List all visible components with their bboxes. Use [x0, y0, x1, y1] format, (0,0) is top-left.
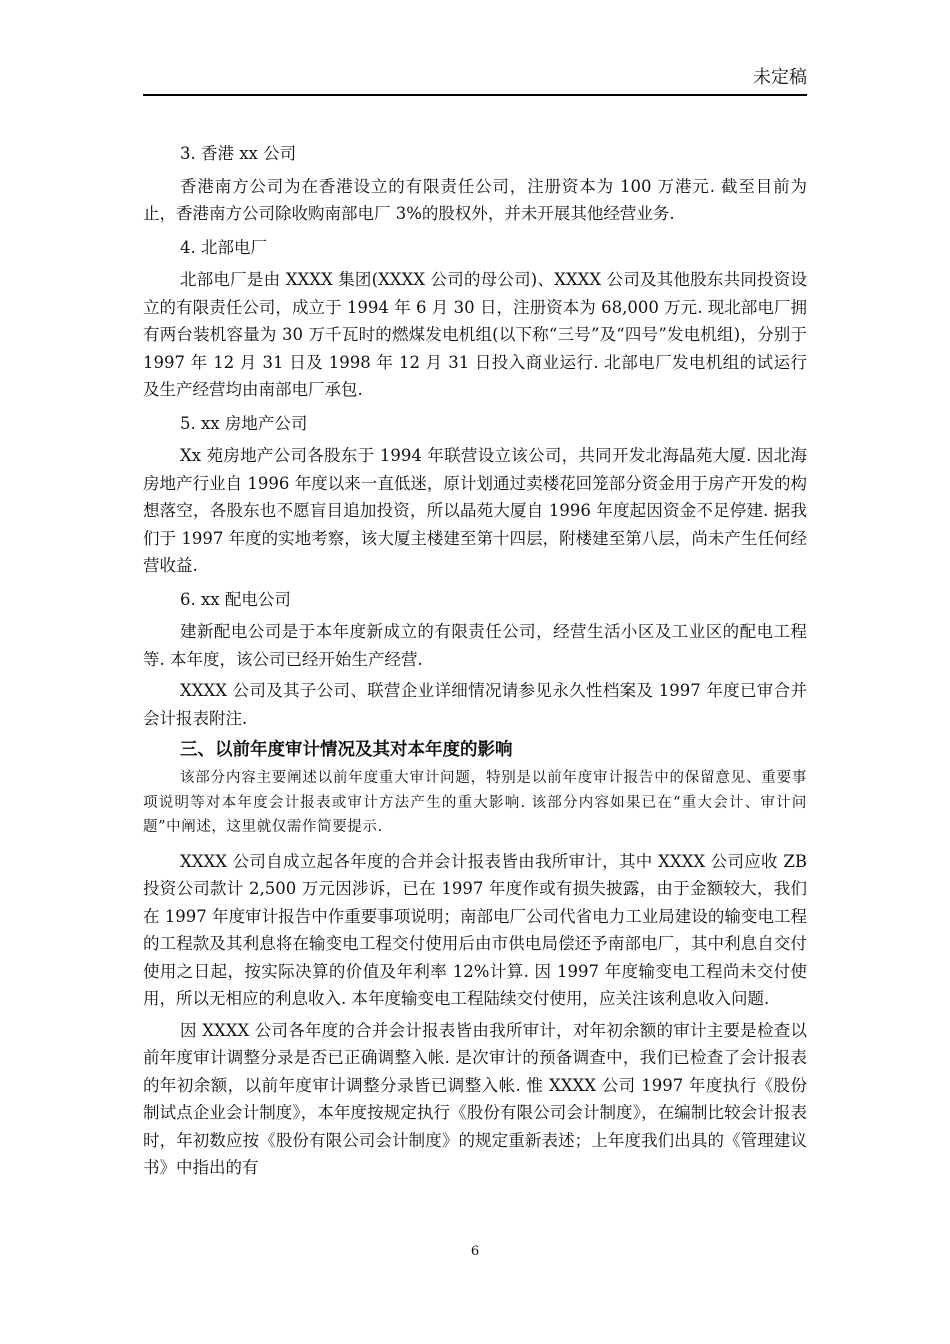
draft-status-label: 未定稿 [753, 67, 807, 88]
paragraph-prior-audit: XXXX 公司自成立起各年度的合并会计报表皆由我所审计，其中 XXXX 公司应收 ZB 投资公司款计 2,500 万元因涉诉，已在 1997 年度作或有损失披露，由于金额较大，我们在 1997 年度审计报告中作重要事项说明；南部电厂公司代省电力工业局建设的输变电工程的工程款及其利息将在输变电工程交付使用后由市供电局偿还予南部电厂，其中利息自交付使用之日起，按实际决算的价值及年利率 12%计算. 因 1997 年度输变电工程尚未交付使用，所以无相应的利息收入. 本年度输变电工程陆续交付使用，应关注该利息收入问题. [143, 851, 807, 1008]
section-heading-prior-audit: 三、以前年度审计情况及其对本年度的影响 [180, 740, 513, 760]
paragraph-real-estate: Xx 苑房地产公司各股东于 1994 年联营设立该公司，共同开发北海晶苑大厦. 因北海房地产行业自 1996 年度以来一直低迷，原计划通过卖楼花回笼部分资金用于房产开发的构想落空，各股东也不愿盲目追加投资，所以晶苑大厦自 1996 年度起因资金不足停建. 据我们于 1997 年度的实地考察，该大厦主楼建至第十四层，附楼建至第八层，尚未产生任何经营收益. [143, 446, 807, 575]
guidance-note: 该部分内容主要阐述以前年度重大审计问题，特别是以前年度审计报告中的保留意见、重要事项说明等对本年度会计报表或审计方法产生的重大影响. 该部分内容如果已在“重大会计、审计问题”中阐述，这里就仅需作简要提示. [143, 770, 807, 835]
paragraph-opening-balance: 因 XXXX 公司各年度的合并会计报表皆由我所审计，对年初余额的审计主要是检查以前年度审计调整分录是否已正确调整入帐. 是次审计的预备调查中，我们已检查了会计报表的年初余额，以前年度审计调整分录皆已调整入帐. 惟 XXXX 公司 1997 年度执行《股份制试点企业会计制度》，本年度按规定执行《股份有限公司会计制度》，在编制比较会计报表时，年初数应按《股份有限公司会计制度》的规定重新表述；上年度我们出具的《管理建议书》中指出的有 [143, 1020, 807, 1177]
paragraph-north-plant: 北部电厂是由 XXXX 集团(XXXX 公司的母公司)、XXXX 公司及其他股东共同投资设立的有限责任公司，成立于 1994 年 6 月 30 日，注册资本为 68,000 万元. 现北部电厂拥有两台装机容量为 30 万千瓦时的燃煤发电机组(以下称“三号”及“四号”发电机组)，分别于 1997 年 12 月 31 日及 1998 年 12 月 31 日投入商业运行. 北部电厂发电机组的试运行及生产经营均由南部电厂承包. [143, 270, 807, 399]
subsection-title-power-distribution: 6. xx 配电公司 [180, 589, 291, 609]
subsection-title-hk-company: 3. 香港 xx 公司 [180, 144, 297, 163]
page-number: 6 [470, 1244, 480, 1259]
subsection-title-north-plant: 4. 北部电厂 [180, 237, 267, 257]
page-header [143, 66, 807, 96]
paragraph-power-distribution: 建新配电公司是于本年度新成立的有限责任公司，经营生活小区及工业区的配电工程等. 本年度，该公司已经开始生产经营. [143, 622, 807, 669]
paragraph-hk-company: 香港南方公司为在香港设立的有限责任公司，注册资本为 100 万港元. 截至目前为止，香港南方公司除收购南部电厂 3%的股权外，并未开展其他经营业务. [143, 176, 807, 223]
paragraph-reference-note: XXXX 公司及其子公司、联营企业详细情况请参见永久性档案及 1997 年度已审合并会计报表附注. [143, 681, 807, 728]
subsection-title-real-estate: 5. xx 房地产公司 [180, 413, 308, 433]
document-body [143, 134, 807, 1186]
